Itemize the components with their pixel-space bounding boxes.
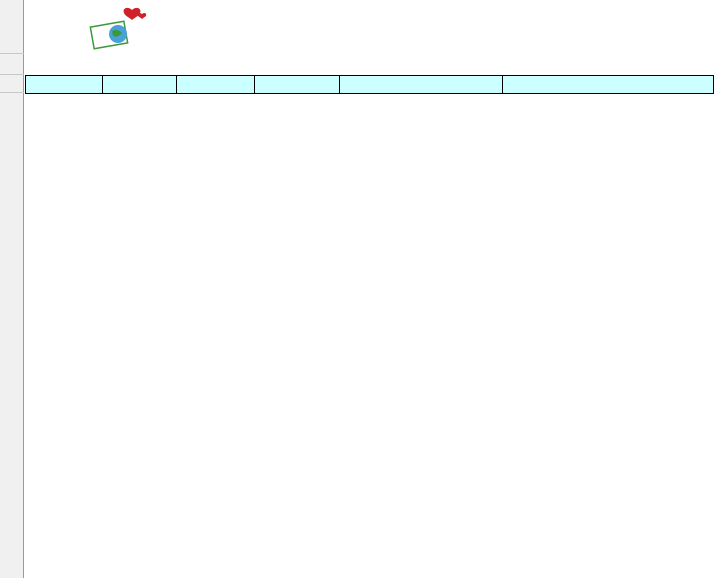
row-number[interactable] xyxy=(0,0,24,54)
header-time[interactable] xyxy=(102,76,176,94)
header-sender[interactable] xyxy=(339,76,503,94)
header-row xyxy=(26,76,714,94)
header-channel[interactable] xyxy=(176,76,254,94)
header-date[interactable] xyxy=(26,76,103,94)
row-number[interactable] xyxy=(0,75,24,93)
row-number[interactable] xyxy=(0,54,24,75)
header-amount[interactable] xyxy=(254,76,339,94)
header-note[interactable] xyxy=(503,76,714,94)
postcard-club-logo xyxy=(60,4,160,66)
title-area xyxy=(25,0,714,75)
transfer-table xyxy=(25,75,714,94)
